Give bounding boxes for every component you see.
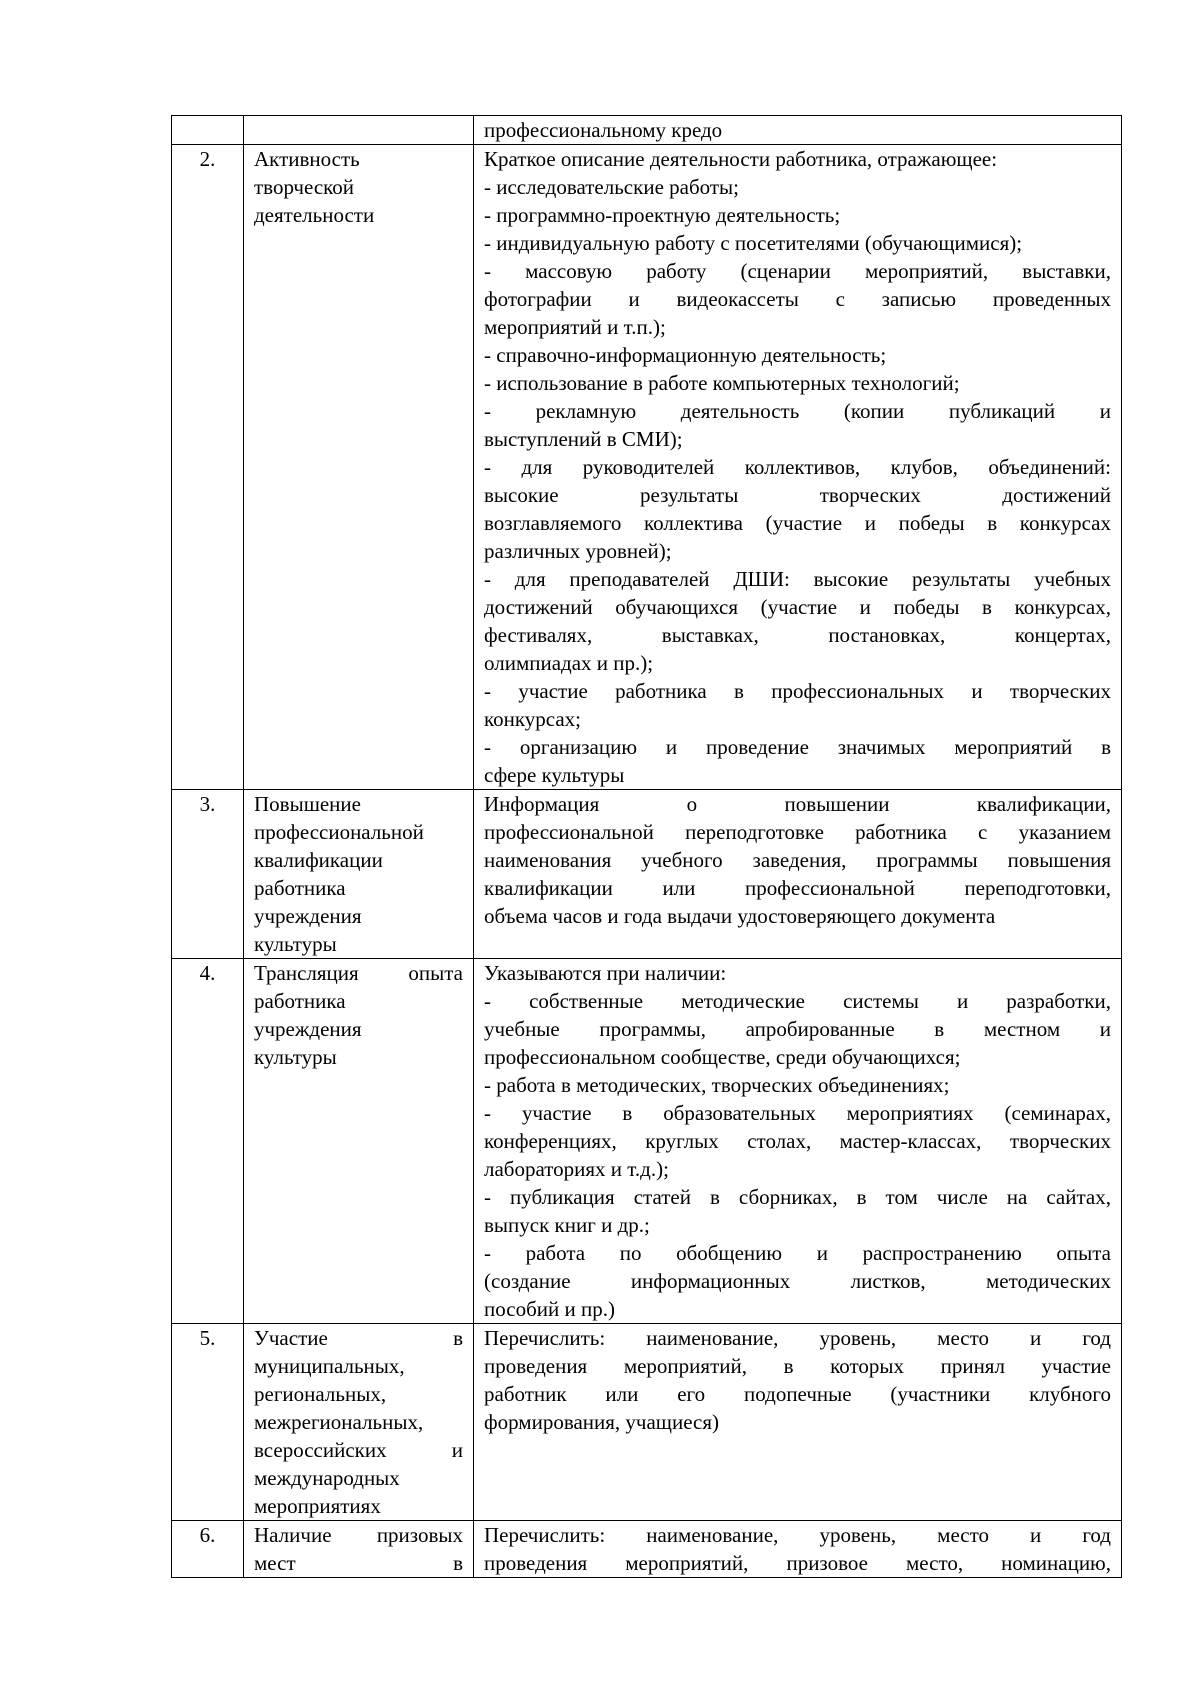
description-cell [474, 959, 1122, 1324]
description-cell [474, 790, 1122, 959]
description-line: Краткое описание деятельности работника, отражающее: [484, 147, 998, 171]
description-line: профессиональном сообществе, среди обучающихся; [484, 1045, 961, 1069]
description-line: - справочно-информационную деятельность; [484, 343, 887, 367]
table-row [172, 145, 1122, 790]
description-line: - индивидуальную работу с посетителями (обучающимися); [484, 231, 1023, 255]
description-line: конкурсах; [484, 707, 582, 731]
description-line: - работа по обобщению и распространению опыта [484, 1241, 1111, 1265]
description-line: квалификации или профессиональной переподготовки, [484, 876, 1111, 900]
row-number: 4. [172, 959, 244, 1324]
criterion-line: культуры [254, 932, 337, 956]
description-line: возглавляемого коллектива (участие и победы в конкурсах [484, 511, 1111, 535]
description-line: фестивалях, выставках, постановках, концертах, [484, 623, 1111, 647]
description-line: Перечислить: наименование, уровень, место и год [484, 1326, 1111, 1350]
row-number: 6. [172, 1521, 244, 1578]
criterion-line: культуры [254, 1045, 337, 1069]
criterion-line: Участие в [254, 1326, 463, 1350]
criterion-line: муниципальных, [254, 1354, 405, 1378]
description-line: формирования, учащиеся) [484, 1410, 720, 1434]
criterion-line: мероприятиях [254, 1494, 381, 1518]
description-line: достижений обучающихся (участие и победы в конкурсах, [484, 595, 1111, 619]
description-line: - собственные методические системы и разработки, [484, 989, 1111, 1013]
table-row [172, 790, 1122, 959]
description-line: - участие работника в профессиональных и творческих [484, 679, 1111, 703]
description-line: - участие в образовательных мероприятиях (семинарах, [484, 1101, 1111, 1125]
description-line: выпуск книг и др.; [484, 1213, 650, 1237]
description-line: - рекламную деятельность (копии публикаций и [484, 399, 1111, 423]
criterion-cell [244, 1521, 474, 1578]
description-line: - организацию и проведение значимых мероприятий в [484, 735, 1111, 759]
criterion-line: учреждения [254, 904, 362, 928]
description-line: - работа в методических, творческих объединениях; [484, 1073, 950, 1097]
criterion-cell [244, 959, 474, 1324]
criterion-cell [244, 1324, 474, 1521]
table-row [172, 1521, 1122, 1578]
description-line: пособий и пр.) [484, 1297, 615, 1321]
table-row [172, 1324, 1122, 1521]
criterion-line: мест в [254, 1551, 463, 1575]
description-line: различных уровней); [484, 539, 672, 563]
description-line: мероприятий и т.п.); [484, 315, 666, 339]
table-row [172, 959, 1122, 1324]
description-line: - программно-проектную деятельность; [484, 203, 841, 227]
criterion-line: учреждения [254, 1017, 362, 1041]
criterion-line: работника [254, 876, 346, 900]
description-line: - исследовательские работы; [484, 175, 739, 199]
description-cell [474, 116, 1122, 145]
criterion-cell [244, 116, 474, 145]
criterion-line: деятельности [254, 203, 375, 227]
criterion-line: Наличие призовых [254, 1523, 463, 1547]
row-number: 2. [172, 145, 244, 790]
description-line: - для руководителей коллективов, клубов, объединений: [484, 455, 1111, 479]
description-line: наименования учебного заведения, программы повышения [484, 848, 1111, 872]
criterion-line: творческой [254, 175, 355, 199]
description-line: работник или его подопечные (участники клубного [484, 1382, 1111, 1406]
criterion-line: профессиональной [254, 820, 424, 844]
row-number: 5. [172, 1324, 244, 1521]
criterion-line: региональных, [254, 1382, 387, 1406]
row-number: 3. [172, 790, 244, 959]
criterion-line: Трансляция опыта [254, 961, 463, 985]
description-line: выступлений в СМИ); [484, 427, 683, 451]
description-line: учебные программы, апробированные в местном и [484, 1017, 1111, 1041]
description-line: олимпиадах и пр.); [484, 651, 654, 675]
description-line: сфере культуры [484, 763, 625, 787]
table-row [172, 116, 1122, 145]
criterion-line: квалификации [254, 848, 383, 872]
description-line: фотографии и видеокассеты с записью проведенных [484, 287, 1111, 311]
criterion-line: международных [254, 1466, 400, 1490]
description-line: профессиональному кредо [484, 118, 723, 142]
description-line: объема часов и года выдачи удостоверяющего документа [484, 904, 996, 928]
description-line: высокие результаты творческих достижений [484, 483, 1111, 507]
criterion-cell [244, 790, 474, 959]
description-line: - массовую работу (сценарии мероприятий, выставки, [484, 259, 1111, 283]
description-line: лабораториях и т.д.); [484, 1157, 669, 1181]
description-cell [474, 1324, 1122, 1521]
description-line: - для преподавателей ДШИ: высокие результаты учебных [484, 567, 1111, 591]
criterion-cell [244, 145, 474, 790]
description-line: конференциях, круглых столах, мастер-классах, творческих [484, 1129, 1111, 1153]
description-line: профессиональной переподготовке работника с указанием [484, 820, 1111, 844]
description-line: проведения мероприятий, в которых принял участие [484, 1354, 1111, 1378]
description-cell [474, 145, 1122, 790]
description-line: - использование в работе компьютерных технологий; [484, 371, 960, 395]
criterion-line: межрегиональных, [254, 1410, 424, 1434]
description-line: Указываются при наличии: [484, 961, 727, 985]
criterion-line: Активность [254, 147, 360, 171]
criterion-line: всероссийских и [254, 1438, 463, 1462]
description-line: Информация о повышении квалификации, [484, 792, 1111, 816]
description-line: - публикация статей в сборниках, в том числе на сайтах, [484, 1185, 1111, 1209]
description-line: проведения мероприятий, призовое место, номинацию, [484, 1551, 1111, 1575]
row-number [172, 116, 244, 145]
description-line: (создание информационных листков, методических [484, 1269, 1111, 1293]
description-cell [474, 1521, 1122, 1578]
description-line: Перечислить: наименование, уровень, место и год [484, 1523, 1111, 1547]
criteria-table [171, 115, 1122, 1578]
criterion-line: Повышение [254, 792, 361, 816]
criterion-line: работника [254, 989, 346, 1013]
